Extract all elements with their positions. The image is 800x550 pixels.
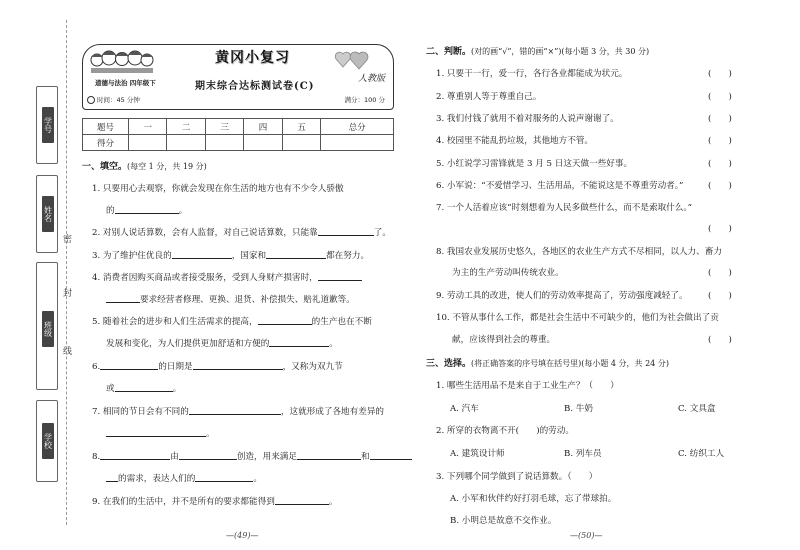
table-row: [83, 119, 394, 135]
score-table: [82, 118, 394, 151]
s3-q1: 1. 哪些生活用品不是来自于工业生产？（ ）: [436, 381, 619, 391]
s1-q1: 1. 只要用心去观察，你就会发现在你生活的地方也有不少令人骄傲: [92, 184, 344, 194]
s1-text: 要求经营者修理、更换、退货、补偿损失、赔礼道歉等。: [140, 295, 355, 305]
section2-title: 二、判断。: [426, 47, 472, 57]
answer-paren[interactable]: ( ): [708, 69, 732, 79]
s1-text: 发展和变化，为人们提供更加舒适和方便的: [106, 339, 270, 349]
page-number-right: —(50)—: [570, 531, 603, 540]
answer-paren[interactable]: ( ): [708, 335, 732, 345]
s2-item: 5. 小红说学习雷锋就是 3 月 5 日这天做一些好事。: [436, 159, 633, 169]
class-box: [36, 262, 58, 390]
answer-blank[interactable]: [172, 250, 232, 259]
col-1: 一: [129, 119, 167, 135]
section1-heading: [82, 159, 207, 172]
answer-paren[interactable]: ( ): [708, 136, 732, 146]
s1-q8-cont: 的需求，表达人们的 。: [106, 472, 262, 484]
binding-strip: [0, 0, 80, 550]
answer-blank[interactable]: [297, 451, 361, 460]
hearts-icon: [333, 49, 373, 71]
s1-text: 7. 相同的节日会有不同的: [92, 407, 189, 417]
answer-blank[interactable]: [266, 250, 326, 259]
answer-blank[interactable]: [258, 316, 312, 325]
s1-text: 的: [106, 206, 115, 216]
s1-q6: [92, 360, 343, 372]
edition-label: 人教版: [357, 74, 385, 84]
score-cell-2[interactable]: [167, 135, 205, 151]
page-num-text: 49: [237, 531, 248, 540]
name-box: [36, 175, 58, 253]
s1-q7-cont: 。: [106, 427, 215, 439]
school-label: 学校: [42, 423, 54, 459]
section3-note: (将正确答案的序号填在括号里)(每小题 4 分，共 24 分): [471, 359, 669, 368]
answer-paren[interactable]: ( ): [708, 92, 732, 102]
col-5: 五: [282, 119, 320, 135]
score-cell-3[interactable]: [205, 135, 243, 151]
answer-blank[interactable]: [179, 451, 237, 460]
score-cell-1[interactable]: [129, 135, 167, 151]
header-banner: [82, 44, 394, 110]
answer-blank[interactable]: [106, 428, 206, 437]
answer-blank[interactable]: [115, 383, 173, 392]
section3-heading: [426, 356, 669, 369]
section3-title: 三、选择。: [426, 359, 472, 369]
s2-item: 10. 不管从事什么工作，都是社会生活中不可缺少的，他们为社会做出了贡: [436, 313, 719, 323]
s2-item-cont: 献，应该得到社会的尊重。: [452, 335, 556, 345]
s3-q3: 3. 下列哪个同学做到了说话算数。（ ）: [436, 472, 598, 482]
s2-item: 2. 尊重别人等于尊重自己。: [436, 92, 542, 102]
score-cell-total[interactable]: [321, 135, 394, 151]
s1-text: 5. 随着社会的进步和人们生活需求的提高，: [92, 317, 258, 327]
s2-item: 1. 只要干一行，爱一行，各行各业都能成为状元。: [436, 69, 628, 79]
answer-blank[interactable]: [195, 473, 253, 482]
s1-text: 和: [360, 452, 370, 462]
answer-blank[interactable]: [100, 451, 170, 460]
s1-text: ，又称为双九节: [282, 362, 343, 372]
answer-paren[interactable]: ( ): [708, 224, 732, 234]
clock-icon: [87, 96, 95, 104]
s1-q7: [92, 405, 384, 417]
s2-item: 7. 一个人活着应该“时刻想着为人民多做些什么，而不是索取什么。”: [436, 203, 693, 213]
col-2: 二: [167, 119, 205, 135]
s2-item: 4. 校园里不能乱扔垃圾，其他地方不管。: [436, 136, 594, 146]
answer-blank[interactable]: [100, 361, 158, 370]
answer-paren[interactable]: ( ): [708, 268, 732, 278]
s1-q4: [92, 271, 362, 283]
section1-note: (每空 1 分，共 19 分): [127, 162, 207, 171]
s1-text: 都在努力。: [326, 251, 370, 261]
s2-item: 9. 劳动工具的改进，使人们的劳动效率提高了，劳动强度减轻了。: [436, 291, 688, 301]
answer-blank[interactable]: [318, 227, 374, 236]
answer-paren[interactable]: ( ): [708, 291, 732, 301]
s2-item-cont: 为主的生产劳动叫传统农业。: [452, 268, 564, 278]
s1-q5-cont: 发展和变化，为人们提供更加舒适和方便的 。: [106, 339, 338, 349]
full-score: 满分：100 分: [344, 96, 385, 104]
row-label-score: 得分: [83, 135, 129, 151]
table-row: [83, 135, 394, 151]
s1-q2: 2. 对别人说话算数，会有人监督，对自己说话算数，只能靠 了。: [92, 228, 391, 238]
score-cell-5[interactable]: [282, 135, 320, 151]
s1-text: 4. 消费者因购买商品或者接受服务，受到人身财产损害时，: [92, 273, 318, 283]
s1-text: 由: [170, 452, 179, 462]
s1-text: 8.: [92, 452, 101, 462]
answer-blank[interactable]: [269, 338, 329, 347]
answer-blank[interactable]: [318, 272, 362, 281]
answer-blank[interactable]: [115, 205, 179, 214]
cut-char-mi: 密: [63, 235, 73, 245]
s1-q4-cont: [106, 293, 355, 305]
name-label: 姓名: [42, 196, 54, 232]
s3-q2: 2. 所穿的衣物离不开( )的劳动。: [436, 426, 574, 436]
answer-blank[interactable]: [189, 406, 281, 415]
answer-paren[interactable]: ( ): [708, 114, 732, 124]
cut-char-xian: 线: [63, 347, 73, 357]
page-number-left: —(49)—: [226, 531, 259, 540]
s1-q6-cont: 或 。: [106, 384, 182, 394]
s1-text: 的生产也在不断: [311, 317, 372, 327]
answer-blank[interactable]: [275, 496, 329, 505]
s3-q3-option-b[interactable]: B. 小明总是故意不交作业。: [450, 516, 557, 526]
col-3: 三: [205, 119, 243, 135]
answer-blank[interactable]: [106, 473, 118, 482]
s3-q1-option-c[interactable]: C. 文具盒: [678, 404, 716, 414]
answer-blank[interactable]: [193, 361, 283, 370]
s2-item: 6. 小军说：“不爱惜学习、生活用品，不能说这是不尊重劳动者。”: [436, 181, 684, 191]
brand-logo: 黄冈小复习: [215, 50, 290, 66]
subject-grade: 道德与法治 四年级下: [95, 79, 156, 87]
page-num-text: 50: [581, 531, 592, 540]
s1-text: 的日期是: [158, 362, 193, 372]
cut-line: [66, 20, 67, 525]
children-illustration: [89, 48, 155, 74]
col-total: 总分: [321, 119, 394, 135]
s1-q3: [92, 249, 369, 261]
s1-text: 或: [106, 384, 115, 394]
s1-q9: 9. 在我们的生活中，并不是所有的要求都能得到 。: [92, 497, 338, 507]
s1-q5: [92, 315, 372, 327]
row-label-number: 题号: [83, 119, 129, 135]
s1-text: 2. 对别人说话算数，会有人监督，对自己说话算数，只能靠: [92, 228, 318, 238]
section2-note: (对的画“√”，错的画“×”)(每小题 3 分，共 30 分): [471, 47, 650, 56]
exam-title: 期末综合达标测试卷(C): [195, 81, 315, 92]
cut-char-feng: 封: [63, 289, 73, 299]
s1-text: 创造，用来满足: [236, 452, 297, 462]
s1-text: 6.: [92, 362, 101, 372]
student-id-label: 学号: [42, 107, 54, 143]
time-limit: [87, 95, 140, 104]
s1-text: 的需求，表达人们的: [118, 474, 196, 484]
answer-paren[interactable]: ( ): [708, 181, 732, 191]
s3-q2-option-b[interactable]: B. 列车员: [564, 449, 602, 459]
s3-q2-option-c[interactable]: C. 纺织工人: [678, 449, 725, 459]
s3-q1-option-a[interactable]: A. 汽车: [450, 404, 479, 414]
s2-item: 3. 我们付钱了就用不着对服务的人说声谢谢了。: [436, 114, 619, 124]
answer-paren[interactable]: ( ): [708, 159, 732, 169]
s3-q1-option-b[interactable]: B. 牛奶: [564, 404, 593, 414]
time-text: 时间：45 分钟: [97, 96, 140, 104]
s3-q2-option-a[interactable]: A. 建筑设计师: [450, 449, 505, 459]
answer-blank[interactable]: [106, 294, 140, 303]
class-label: 班级: [42, 311, 54, 347]
s1-text: 9. 在我们的生活中，并不是所有的要求都能得到: [92, 497, 275, 507]
school-box: [36, 400, 58, 482]
s1-text: ，国家和: [231, 251, 267, 261]
section2-heading: [426, 44, 649, 57]
student-id-box: [36, 86, 58, 164]
s1-text: 3. 为了维护住优良的: [92, 251, 172, 261]
s1-q8: [92, 450, 412, 462]
score-cell-4[interactable]: [244, 135, 282, 151]
s3-q3-option-a[interactable]: A. 小军和伙伴约好打羽毛球，忘了带球拍。: [450, 494, 617, 504]
answer-blank[interactable]: [370, 451, 412, 460]
col-4: 四: [244, 119, 282, 135]
section1-title: 一、填空。: [82, 162, 128, 172]
s1-q1-cont: 的 。: [106, 206, 188, 216]
s1-text: ，这就形成了各地有差异的: [280, 407, 385, 417]
s2-item: 8. 我国农业发展历史悠久，各地区的农业生产方式不尽相同，以人力、畜力: [436, 247, 722, 257]
